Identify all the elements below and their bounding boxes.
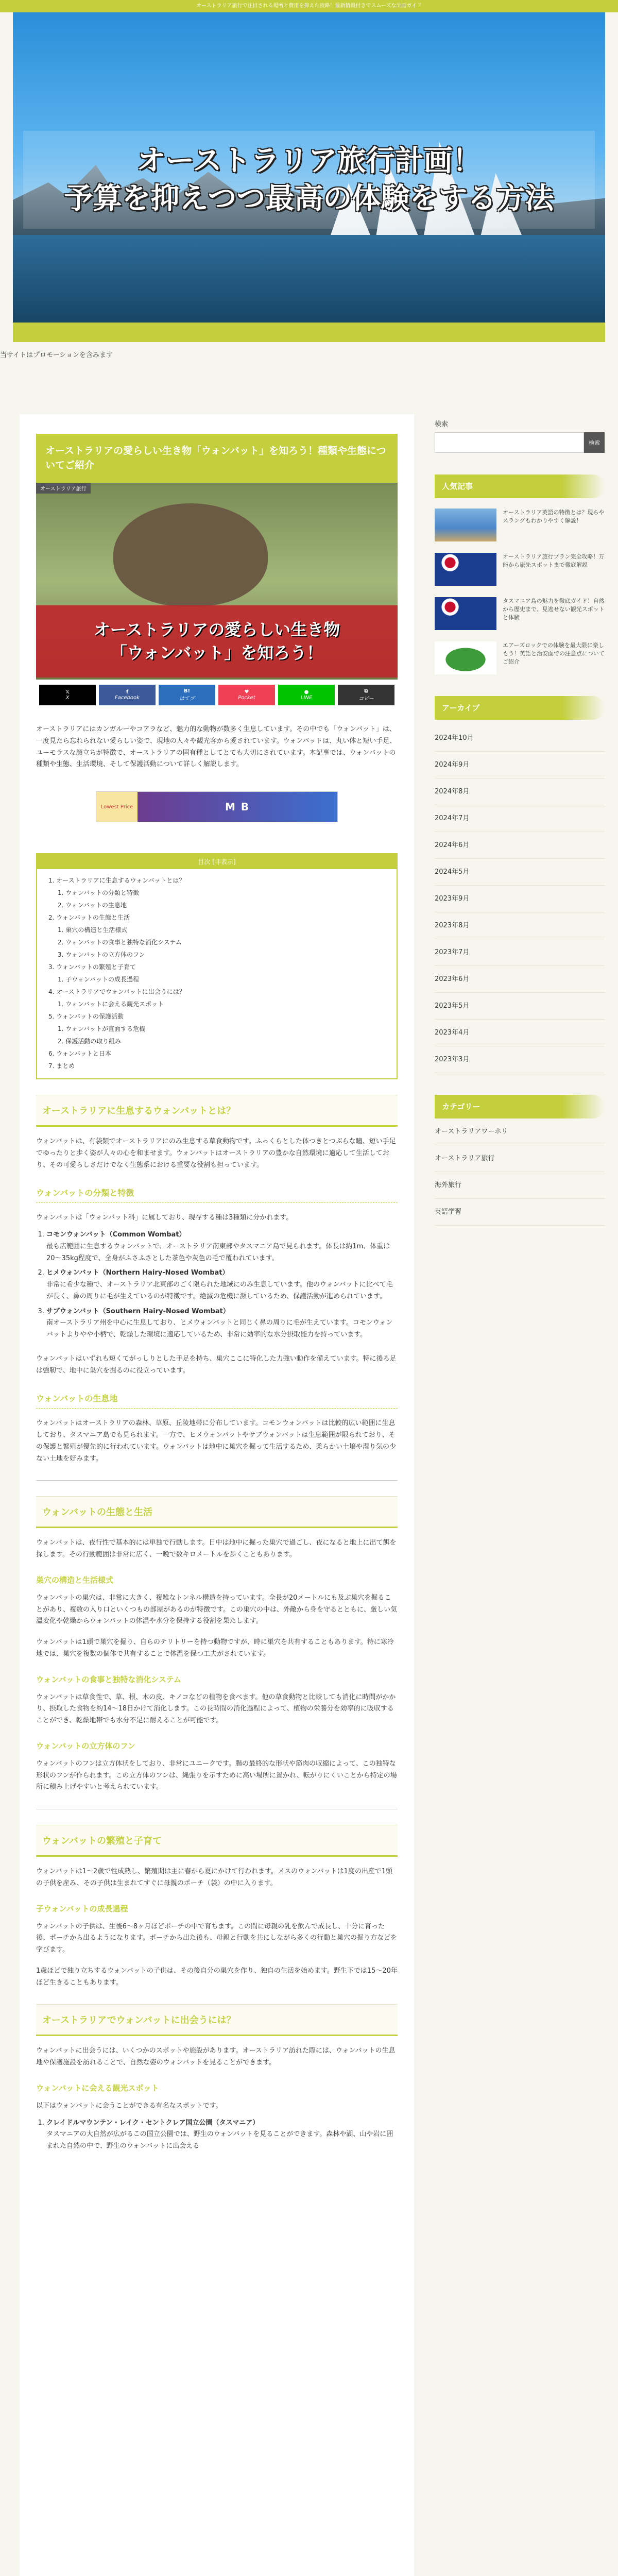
article [20,414,414,2576]
paragraph: 1歳ほどで独り立ちするウォンバットの子供は、その後自分の巣穴を作り、独自の生活を始めます。野生下では15〜20年ほど生きることもあります。 [36,1967,398,1987]
toc-item[interactable]: 5. ウォンバットの保護活動 [48,1013,124,1021]
archive-list [435,725,605,1073]
subsection-heading: 巣穴の構造と生活様式 [36,1575,114,1585]
archive-link[interactable]: 2024年9月 [435,752,605,778]
australia-flag-thumbnail [435,597,496,630]
line-icon: ● [304,689,309,696]
share-buttons [36,685,398,705]
popular-item-title: エアーズロックでの体験を最大限に楽しもう！英語と治安面での注意点についてご紹介 [503,642,605,665]
harbour-water [13,235,605,323]
species-desc: 南オーストラリア州を中心に生息しており、ヒメウォンバットと同じく鼻の周りに毛が生えています。コモンウォンバットよりやや小柄で、乾燥した環境に適応しているため、非常に効率的な水分摂取能力を持っています。 [46,1319,393,1339]
intro-paragraph: オーストラリアにはカンガルーやコアラなど、魅力的な動物が数多く生息しています。その中でも「ウォンバット」は、一度見たら忘れられない愛らしい姿で、現地の人々や観光客から愛されています。ウォンバットは、丸い体と短い手足、ユーモラスな顔立ちが特徴で、オーストラリアの固有種としてとても大切にされています。本記事では、ウォンバットの種類や生態、生活環境、そして保護活動について詳しく解説します。 [36,725,397,769]
toc-item[interactable]: 2. ウォンバットの生態と生活 [48,914,130,922]
paragraph: ウォンバットの巣穴は、非常に大きく、複雑なトンネル構造を持っています。全長が20メートルにも及ぶ巣穴を掘ることがあり、複数の入り口といくつもの部屋があるのが特徴です。この巣穴の中は、外敵から身を守るとともに、厳しい気温変化や乾燥からウォンバットの体温や水分を保持する役割を果たします。 [36,1594,397,1625]
search-form [435,432,605,453]
table-of-contents [36,853,398,1079]
toc-item[interactable]: 2. ウォンバットの食事と独特な消化システム [58,939,182,946]
list-item [46,1306,398,1341]
ad-banner[interactable] [96,791,338,822]
x-icon: 𝕏 [65,689,70,696]
subsection-heading: ウォンバットの立方体のフン [36,1741,135,1751]
archive-link[interactable]: 2024年5月 [435,859,605,886]
popular-list [435,509,605,674]
sidebar [435,418,605,2576]
eyecatch-band [36,605,398,677]
share-label: コピー [358,696,374,702]
archive-link[interactable]: 2023年9月 [435,886,605,912]
share-copy-button[interactable] [338,685,394,705]
share-facebook-button[interactable] [99,685,156,705]
subsection-heading: ウォンバットに会える観光スポット [36,2083,159,2093]
paragraph: ウォンバットのフンは立方体状をしており、非常にユニークです。腸の最終的な形状や筋肉の収縮によって、この独特な形状のフンが作られます。この立方体のフンは、縄張りを示すために高い場所に置かれ、転がりにくいことから特定の場所に積み上げやすいと考えられています。 [36,1759,397,1791]
toc-item[interactable]: 1. オーストラリアに生息するウォンバットとは？ [48,877,185,885]
thumbnail [435,509,496,541]
share-label: Pocket [238,695,255,701]
eyecatch-line1: オーストラリアの愛らしい生き物 [93,620,340,640]
category-widget-title: カテゴリー [435,1095,605,1118]
share-x-button[interactable] [39,685,96,705]
share-label: X [65,695,70,701]
species-name: 3. サブウォンバット（Southern Hairy-Nosed Wombat） [46,1307,230,1315]
section-heading: オーストラリアに生息するウォンバットとは？ [36,1095,398,1127]
section-heading: ウォンバットの繁殖と子育て [36,1825,398,1857]
popular-item-title: オーストラリア英語の特徴とは？現ちやスラングもわかりやすく解説！ [503,509,605,524]
toc-item[interactable]: 7. まとめ [48,1062,75,1070]
spots-list [46,2117,398,2153]
popular-item[interactable] [435,641,605,674]
species-name: 1. コモンウォンバット（Common Wombat） [46,1231,186,1239]
paragraph: ウォンバットはいずれも短くてがっしりとした手足を持ち、巣穴ここに特化した力強い動作を備えています。特に後ろ足は強靭で、地中に巣穴を掘るのに役立っています。 [36,1354,397,1375]
site-tagline: オーストラリア旅行で注目される場所と費用を抑えた旅路！最新情報付きでスムーズな計画ガイド [0,0,618,12]
category-link[interactable]: 海外旅行 [435,1172,605,1199]
hatebu-icon: B! [183,688,191,694]
promo-notice: 当サイトはプロモーションを含みます [0,351,113,359]
archive-link[interactable]: 2023年5月 [435,993,605,1020]
toc-item[interactable]: 1. 巣穴の構造と生活様式 [58,926,128,934]
australia-flag-thumbnail [435,553,496,586]
toc-item[interactable]: 4. オーストラリアでウォンバットに出会うには？ [48,988,185,996]
toc-item[interactable]: 1. 子ウォンバットの成長過程 [58,976,139,984]
popular-item[interactable] [435,553,605,586]
popular-item-title: タスマニア島の魅力を徹底ガイド！自然から歴史まで、見逃せない観光スポットと体験 [503,598,605,621]
header-hero-image[interactable] [13,12,605,323]
toc-item[interactable]: 6. ウォンバットと日本 [48,1050,111,1058]
archive-link[interactable]: 2023年3月 [435,1046,605,1073]
search-button[interactable]: 検索 [584,432,605,453]
paragraph: ウォンバットの子供は、生後6〜8ヶ月ほどポーチの中で育ちます。この間に母親の乳を飲んで成長し、十分に育った後、ポーチから出るようになります。ポーチから出た後も、母親と行動を共にしながら多くの行動と巣穴の掘り方などを学びます。 [36,1922,397,1954]
hero-title-line1: オーストラリア旅行計画！ [136,144,482,178]
section-heading: オーストラリアでウォンバットに出会うには？ [36,2004,398,2036]
toc-item[interactable]: 3. ウォンバットの立方体のフン [58,951,145,959]
popular-item[interactable] [435,597,605,630]
map-thumbnail [435,641,496,674]
hero-caption [23,131,595,229]
toc-item[interactable]: 1. ウォンバットの分類と特徴 [58,889,139,897]
popular-widget-title: 人気記事 [435,474,605,498]
toc-item[interactable]: 3. ウォンバットの繁殖と子育て [48,963,136,971]
subsection-heading: ウォンバットの食事と独特な消化システム [36,1674,181,1684]
list-item [46,1229,398,1264]
archive-link[interactable]: 2023年4月 [435,1020,605,1046]
eyecatch-image [36,483,398,680]
category-tag[interactable]: オーストラリア旅行 [36,483,91,494]
paragraph: ウォンバットに出会うには、いくつかのスポットや施設があります。オーストラリア訪れた際には、ウォンバットの生息地や保護施設を訪れることで、自然な姿のウォンバットを見ることができます。 [36,2047,396,2067]
section-heading: ウォンバットの生態と生活 [36,1496,398,1528]
paragraph: ウォンバットは1〜2歳で性成熟し、繁殖期は主に春から夏にかけて行われます。メスのウォンバットは1度の出産で1頭の子供を産み、その子供は生まれてすぐに母親のポーチ（袋）の中に入ります。 [36,1868,393,1887]
toc-item[interactable]: 1. ウォンバットが直面する危機 [58,1025,145,1033]
category-link[interactable]: オーストラリアワーホリ [435,1118,605,1145]
share-pocket-button[interactable] [218,685,275,705]
subsection-heading: ウォンバットの分類と特徴 [36,1187,398,1203]
species-list [46,1229,398,1341]
category-list [435,1118,605,1226]
toc-item[interactable]: 2. 保護活動の取り組み [58,1038,122,1045]
paragraph: 以下はウォンバットに会うことができる有名なスポットです。 [36,2102,222,2110]
popular-item[interactable] [435,509,605,541]
toc-header[interactable]: 目次 [非表示] [37,854,397,869]
share-label: LINE [300,695,313,701]
spot-desc: タスマニアの大自然が広がるこの国立公園では、野生のウォンバットを見ることができます。森林や湖、山や岩に囲まれた自然の中で、野生のウォンバットに出会える [46,2130,393,2150]
category-link[interactable]: 英語学習 [435,1199,605,1226]
archive-link[interactable]: 2023年6月 [435,966,605,993]
share-line-button[interactable] [278,685,335,705]
species-name: 2. ヒメウォンバット（Northern Hairy-Nosed Wombat） [46,1269,229,1277]
popular-item-title: オーストラリア旅行プラン完全攻略！万能から旅先スポットまで徹底解説 [503,553,605,568]
archive-link[interactable]: 2023年8月 [435,912,605,939]
wombat-photo [113,503,268,606]
toc-item[interactable]: 1. ウォンバットに会える観光スポット [58,1001,164,1008]
archive-link[interactable]: 2024年8月 [435,778,605,805]
archive-link[interactable]: 2024年10月 [435,725,605,752]
pocket-icon: ♥ [244,689,249,696]
archive-link[interactable]: 2024年7月 [435,805,605,832]
paragraph: ウォンバットは「ウォンバット科」に属しており、現存する種は3種類に分かれます。 [36,1214,293,1222]
list-item [46,2117,398,2153]
article-title: オーストラリアの愛らしい生き物「ウォンバット」を知ろう！種類や生態についてご紹介 [36,434,398,483]
search-label: 検索 [435,420,449,428]
toc-list [37,869,397,1078]
toc-item[interactable]: 2. ウォンバットの生息地 [58,902,127,909]
subsection-heading: 子ウォンバットの成長過程 [36,1904,128,1913]
ad-banner-right: M B [138,792,337,822]
paragraph: ウォンバットは1頭で巣穴を掘り、自らのテリトリーを持つ動物ですが、時に巣穴を共有することもあります。特に寒冷地では、巣穴を複数の個体で共有することで体温を保つ工夫がされています。 [36,1638,394,1658]
eyecatch-line2: 「ウォンバット」を知ろう！ [110,643,323,663]
paragraph: ウォンバットは、夜行性で基本的には単独で行動します。日中は地中に掘った巣穴で過ごし、夜になると地上に出て餌を探します。その行動範囲は非常に広く、一晩で数キロメートルを歩くこともあります。 [36,1539,397,1559]
hero-title-line2: 予算を抑えつつ最高の体験をする方法 [64,181,554,215]
category-link[interactable]: オーストラリア旅行 [435,1145,605,1172]
paragraph: ウォンバットは草食性で、草、根、木の皮、キノコなどの植物を食べます。他の草食動物と比較しても消化に時間がかかり、摂取した食物を約14〜18日かけて消化します。この長時間の消化過程によって、植物の栄養分を効率的に吸収することができ、乾燥地帯でも水分不足に耐えることが可能です。 [36,1693,396,1725]
archive-link[interactable]: 2023年7月 [435,939,605,966]
species-desc: 最も広範囲に生息するウォンバットで、オーストラリア南東部やタスマニア島で見られます。体長は約1m、体重は20〜35kg程度で、全身がふさふさとした茶色や灰色の毛で覆われています。 [46,1242,390,1262]
archive-link[interactable]: 2024年6月 [435,832,605,859]
paragraph: ウォンバットは、有袋類でオーストラリアにのみ生息する草食動物です。ふっくらとした体つきとつぶらな瞳、短い手足でゆったりと歩く姿が人々の心を和ませます。ウォンバットはオーストラリアの豊かな自然環境に適応して生活しており、その可愛らしさだけでなく生態系における重要な役割も担っています。 [36,1138,396,1169]
spot-name: 1. クレイドルマウンテン・レイク・セントクレア国立公園（タスマニア） [46,2119,260,2127]
share-label: はてブ [179,696,195,702]
search-input[interactable] [435,432,584,453]
share-hatebu-button[interactable] [159,685,215,705]
hero-bottom-bar [13,323,605,342]
list-item [46,1267,398,1302]
species-desc: 非常に希少な種で、オーストラリア北東部のごく限られた地域にのみ生息しています。他のウォンバットに比べて毛が長く、鼻の周りに毛が生えているのが特徴です。絶滅の危機に瀕しているため、保護活動が進められています。 [46,1281,393,1300]
subsection-heading: ウォンバットの生息地 [36,1392,398,1409]
share-label: Facebook [115,695,140,701]
paragraph: ウォンバットはオーストラリアの森林、草原、丘陵地帯に分布しています。コモンウォンバットは比較的広い範囲に生息しており、タスマニア島でも見られます。一方で、ヒメウォンバットやサブウォンバットは生息範囲が限られており、その保護と繁殖が優先的に行われています。ウォンバットは地中に巣穴を掘って生活するため、柔らかい土壌や湿り気の少ない土地を好みます。 [36,1419,397,1463]
facebook-icon: f [126,689,129,696]
copy-icon: ⧉ [364,688,368,694]
ad-banner-left: Lowest Price [96,792,138,822]
archive-widget-title: アーカイブ [435,696,605,720]
